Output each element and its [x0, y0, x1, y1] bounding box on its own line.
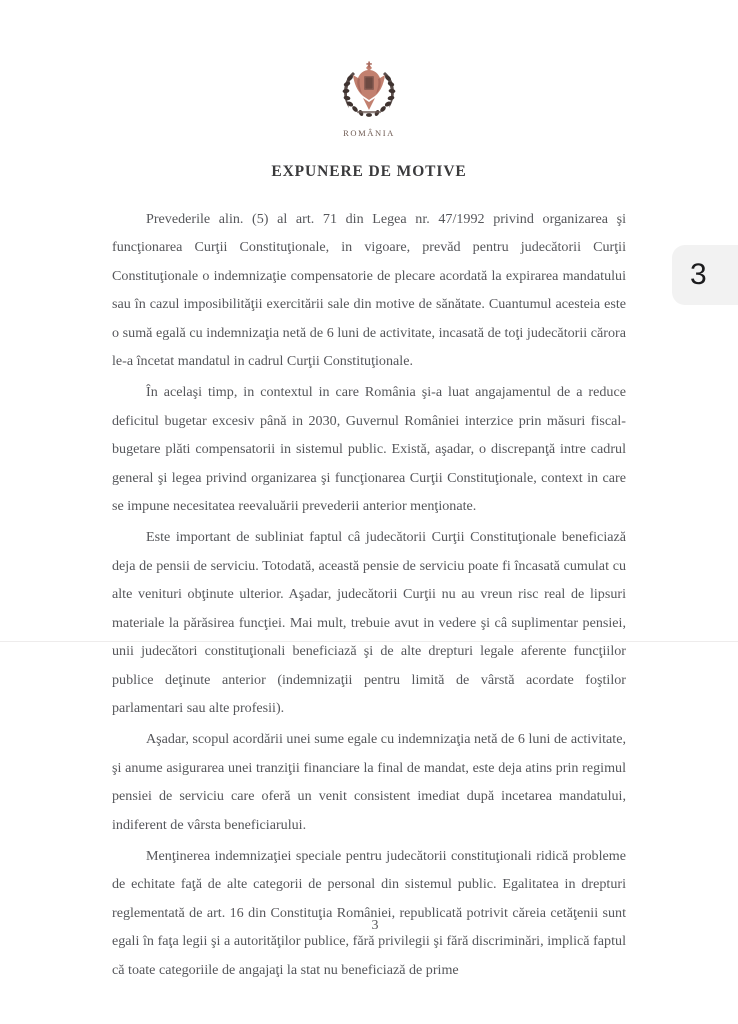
page-indicator-badge[interactable] — [672, 245, 738, 305]
page-indicator-value: 3 — [690, 258, 707, 291]
paragraph: Este important de subliniat faptul câ judecătorii Curţii Constituţionale beneficiază deja de pensii de serviciu. Totodată, această pensie de serviciu poate fi încasată cumulat cu alte venituri obţinute ulterior. Aşadar, judecătorii Curţii nu au vreun risc real de lipsuri materiale la părăsirea funcţiei. Mai mult, trebuie avut in vedere şi câ suplimentar pensiei, unii judecători constituţionali beneficiază şi de alte drepturi legale aferente funcţiilor publice deţinute anterior (indemnizaţii pentru limită de vârstă acordate foştilor parlamentari sau alte profesii). — [112, 529, 626, 716]
emblem-caption: ROMÂNIA — [343, 128, 395, 138]
document-body — [112, 205, 626, 984]
paragraph: Prevederile alin. (5) al art. 71 din Legea nr. 47/1992 privind organizarea şi funcţionarea Curţii Constituţionale, in vigoare, prevăd pentru judecătorii Curţii Constituţionale o indemnizaţie compensatorie de plecare acordată la expirarea mandatului sau în cazul imposibilităţii exercitării sale din motive de sănătate. Cuantumul acesteia este o sumă egală cu indemnizaţia netă de 6 luni de activitate, incasată de toţi judecătorii cărora le-a încetat mandatul in cadrul Curţii Constituţionale. — [112, 211, 626, 370]
scan-artifact-line — [0, 641, 738, 642]
footer-page-number-value: 3 — [371, 918, 379, 933]
paragraph: Menţinerea indemnizaţiei speciale pentru judecătorii constituţionali ridică probleme de echitate faţă de alte categorii de personal din sistemul public. Egalitatea in drepturi reglementată de art. 16 din Constituţia României, republicată potrivit căreia cetăţenii sunt egali în faţa legii şi a autorităţilor publice, fără privilegii şi fără discriminări, implică faptul că toate categoriile de angajaţi la stat nu beneficiază de prime — [112, 847, 626, 978]
page-title: EXPUNERE DE MOTIVE — [271, 163, 467, 180]
document-header — [0, 58, 738, 138]
romania-coat-of-arms-icon — [333, 58, 405, 122]
footer-page-number — [0, 918, 738, 934]
paragraph: Aşadar, scopul acordării unei sume egale cu indemnizaţia netă de 6 luni de activitate, şi anume asigurarea unei tranziţii financiare la final de mandat, este deja atins prin regimul pensiei de serviciu care oferă un venit consistent imediat după incetarea mandatului, indiferent de vârsta beneficiarului. — [112, 731, 626, 833]
paragraph: În acelaşi timp, in contextul in care România şi-a luat angajamentul de a reduce deficitul bugetar excesiv până in 2030, Guvernul României interzice prin măsuri fiscal-bugetare plăti compensatorii in sistemul public. Există, aşadar, o discrepanţă intre cadrul general şi legea privind organizarea şi funcţionarea Curţii Constituţionale, context in care se impune necesitatea reevaluării prevederii anterior menţionate. — [112, 384, 626, 515]
